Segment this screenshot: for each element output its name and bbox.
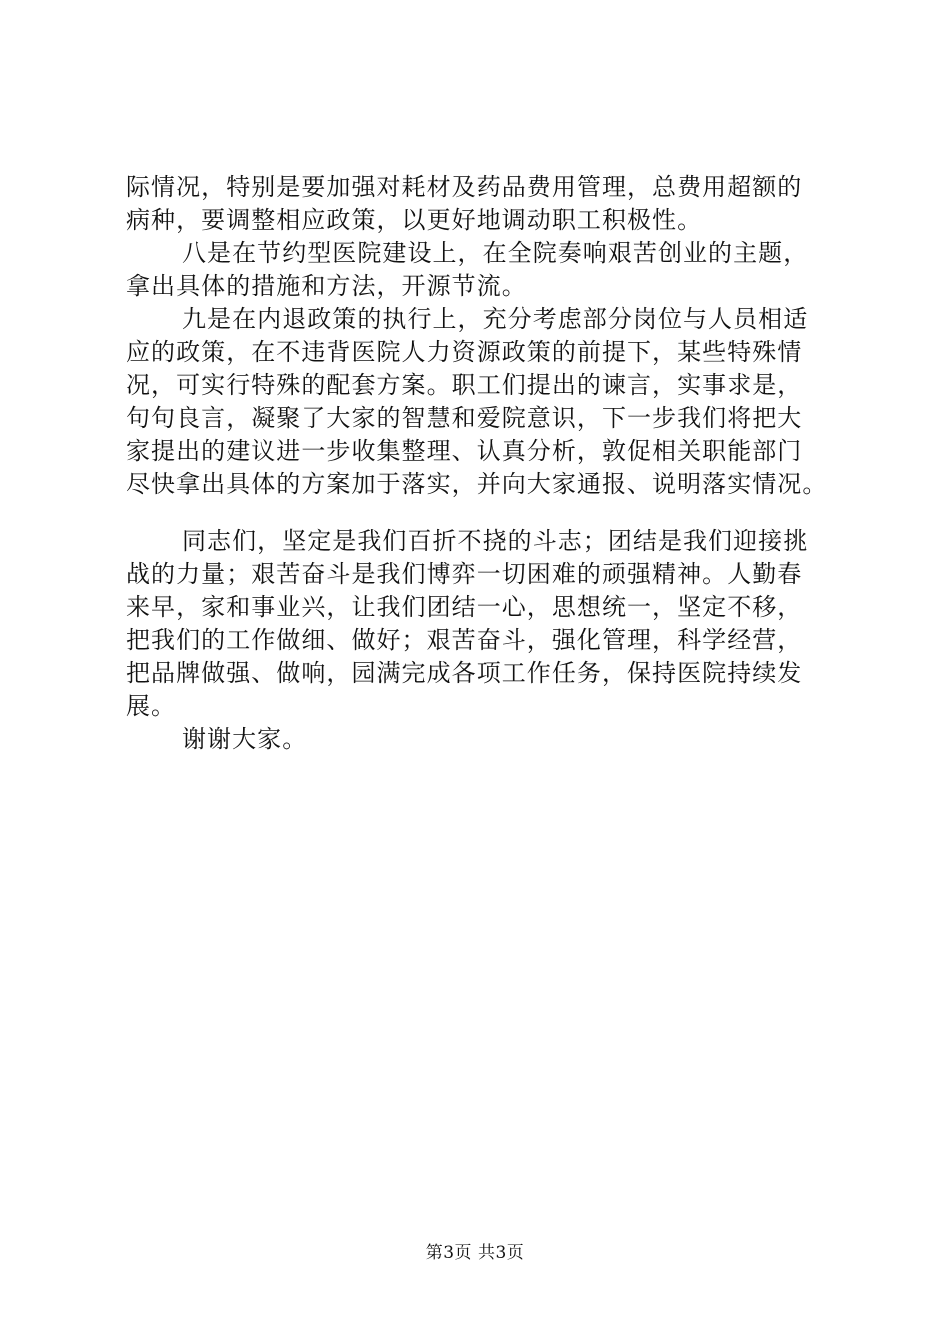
text-line: 尽快拿出具体的方案加于落实，并向大家通报、说明落实情况。	[126, 470, 828, 498]
paragraph-gap	[126, 501, 838, 525]
page-number-footer: 第3页 共3页	[425, 1243, 525, 1263]
text-line: 况，可实行特殊的配套方案。职工们提出的谏言，实事求是，	[126, 371, 803, 399]
text-line: 谢谢大家。	[182, 725, 308, 753]
text-line: 家提出的建议进一步收集整理、认真分析，敦促相关职能部门	[126, 437, 803, 465]
text-line: 病种，要调整相应政策，以更好地调动职工积极性。	[126, 206, 703, 234]
text-line: 句句良言，凝聚了大家的智慧和爱院意识，下一步我们将把大	[126, 404, 803, 432]
document-body	[126, 171, 838, 756]
text-line: 把我们的工作做细、做好；艰苦奋斗，强化管理，科学经营，	[126, 626, 803, 654]
text-line: 八是在节约型医院建设上，在全院奏响艰苦创业的主题，	[182, 239, 809, 267]
text-line: 把品牌做强、做响，园满完成各项工作任务，保持医院持续发	[126, 659, 803, 687]
text-line: 同志们，坚定是我们百折不挠的斗志；团结是我们迎接挑	[182, 527, 809, 555]
text-line: 来早，家和事业兴，让我们团结一心，思想统一，坚定不移，	[126, 593, 803, 621]
text-line: 拿出具体的措施和方法，开源节流。	[126, 272, 527, 300]
text-line: 战的力量；艰苦奋斗是我们博弈一切困难的顽强精神。人勤春	[126, 560, 803, 588]
text-line: 九是在内退政策的执行上，充分考虑部分岗位与人员相适	[182, 305, 809, 333]
text-line: 展。	[126, 692, 177, 720]
text-line: 际情况，特别是要加强对耗材及药品费用管理，总费用超额的	[126, 173, 803, 201]
text-line: 应的政策，在不违背医院人力资源政策的前提下，某些特殊情	[126, 338, 803, 366]
